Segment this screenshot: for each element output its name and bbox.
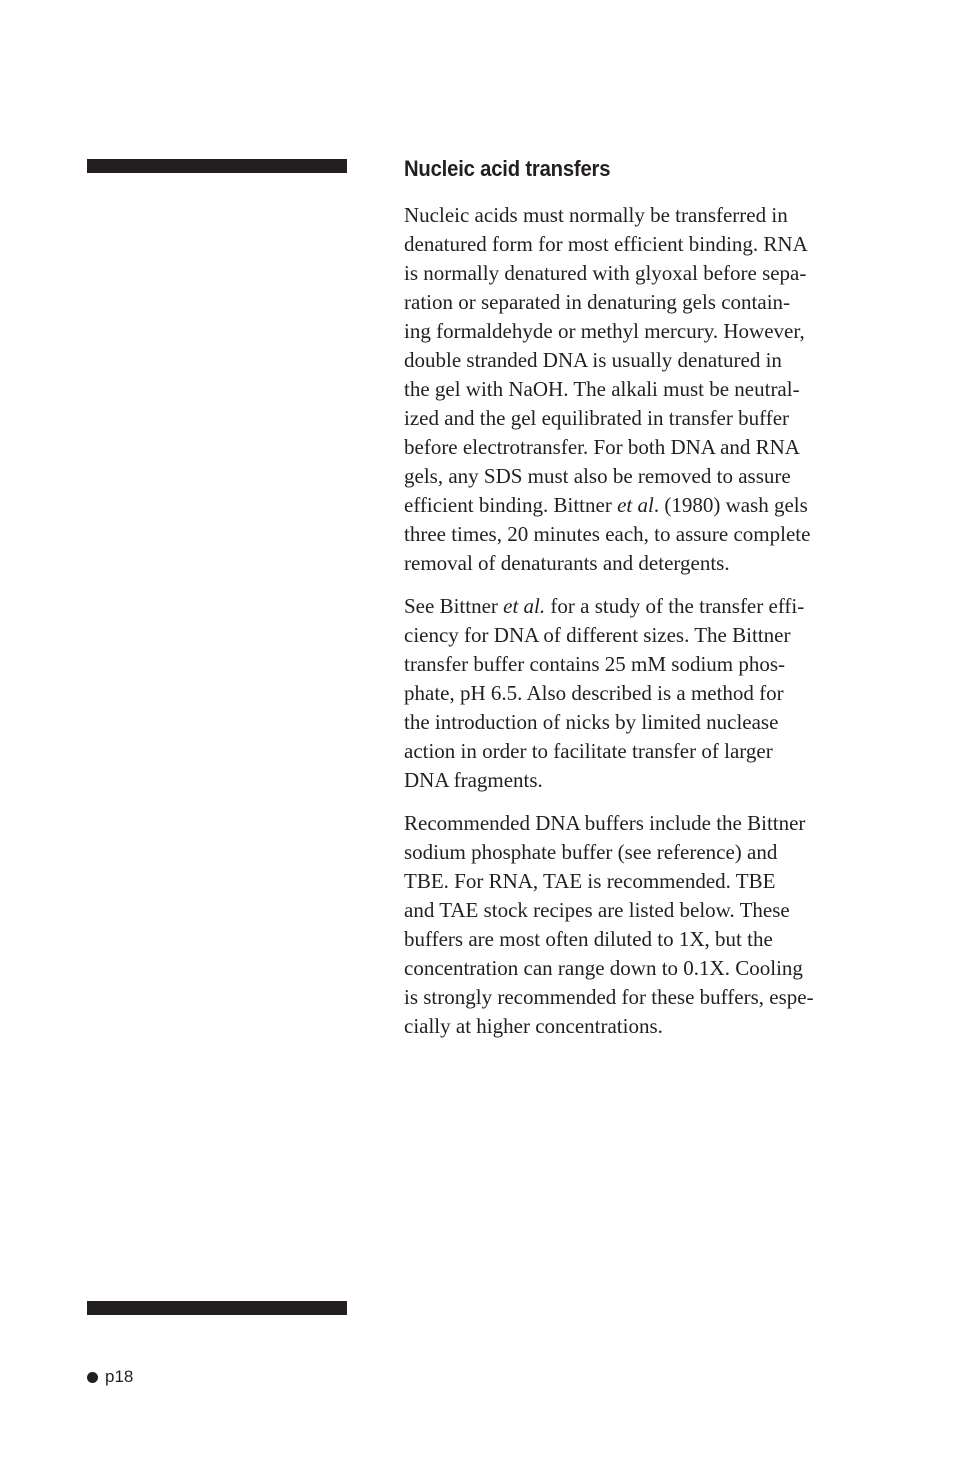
paragraph-1 [404, 201, 866, 578]
text-line: cially at higher concentrations. [404, 1014, 663, 1038]
paragraph-3 [404, 809, 866, 1041]
text-line: sodium phosphate buffer (see reference) and [404, 840, 778, 864]
text-line: three times, 20 minutes each, to assure complete [404, 522, 811, 546]
citation-et-al: et al. [503, 594, 546, 618]
text-line: is normally denatured with glyoxal before sepa- [404, 261, 807, 285]
text-line: ized and the gel equilibrated in transfer buffer [404, 406, 790, 430]
text-line: transfer buffer contains 25 mM sodium phos- [404, 652, 786, 676]
main-content [404, 154, 866, 1055]
text-line: ration or separated in denaturing gels contain- [404, 290, 791, 314]
text-line: buffers are most often diluted to 1X, but the [404, 927, 773, 951]
page-footer [87, 1366, 133, 1388]
text-fragment: . (1980) wash gels [653, 493, 808, 517]
text-line: phate, pH 6.5. Also described is a method for [404, 681, 784, 705]
text-fragment: for a study of the transfer effi- [545, 594, 805, 618]
text-line-with-citation [404, 491, 866, 520]
text-line: action in order to facilitate transfer of larger [404, 739, 773, 763]
text-line: gels, any SDS must also be removed to assure [404, 464, 791, 488]
text-line: removal of denaturants and detergents. [404, 551, 730, 575]
text-line: before electrotransfer. For both DNA and RNA [404, 435, 800, 459]
text-line: Nucleic acids must normally be transferred in [404, 203, 788, 227]
top-section-rule [87, 159, 347, 173]
text-line: concentration can range down to 0.1X. Cooling [404, 956, 803, 980]
text-fragment: efficient binding. Bittner [404, 493, 618, 517]
text-line: TBE. For RNA, TAE is recommended. TBE [404, 869, 776, 893]
text-line: denatured form for most efficient binding. RNA [404, 232, 808, 256]
citation-et-al: et al [617, 493, 654, 517]
page-number: p18 [105, 1367, 134, 1386]
bottom-section-rule [87, 1301, 347, 1315]
text-line: the gel with NaOH. The alkali must be neutral- [404, 377, 800, 401]
text-line: ciency for DNA of different sizes. The Bittner [404, 623, 791, 647]
text-line-with-citation [404, 592, 866, 621]
paragraph-2 [404, 592, 866, 795]
text-line: the introduction of nicks by limited nuclease [404, 710, 779, 734]
section-heading: Nucleic acid transfers [404, 156, 611, 181]
text-line: is strongly recommended for these buffers, espe- [404, 985, 814, 1009]
bullet-icon [87, 1372, 98, 1383]
text-line: DNA fragments. [404, 768, 543, 792]
text-fragment: See Bittner [404, 594, 504, 618]
text-line: ing formaldehyde or methyl mercury. However, [404, 319, 805, 343]
text-line: and TAE stock recipes are listed below. These [404, 898, 790, 922]
text-line: Recommended DNA buffers include the Bittner [404, 811, 806, 835]
text-line: double stranded DNA is usually denatured in [404, 348, 782, 372]
